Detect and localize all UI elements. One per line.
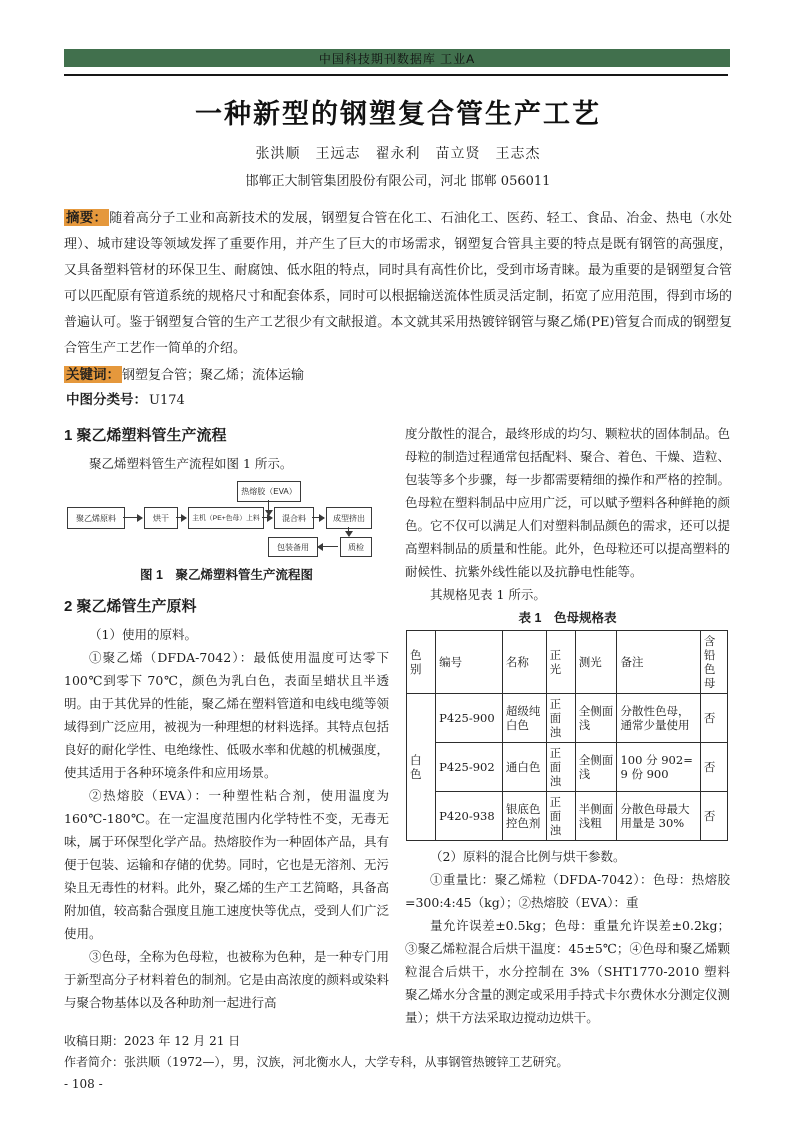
abstract-label: 摘要： [66, 210, 108, 225]
table-header-cell: 含铅色母 [700, 631, 727, 694]
table-header-cell: 名称 [502, 631, 546, 694]
footer-received-date: 收稿日期：2023 年 12 月 21 日 [64, 1034, 241, 1048]
flow-node-drying: 烘干 [144, 507, 178, 529]
flow-node-feeding: 主机（PE+色母）上料 [188, 507, 264, 529]
page-content [64, 86, 732, 1040]
table-row [407, 743, 728, 792]
affiliation-line: 邯郸正大制管集团股份有限公司，河北 邯郸 056011 [245, 174, 551, 189]
table-cell: 全侧面浅 [575, 743, 617, 792]
body-paragraph: 其规格见表 1 所示。 [430, 587, 546, 602]
figure1-caption: 图 1 聚乙烯塑料管生产流程图 [140, 568, 313, 582]
section1-intro: 聚乙烯塑料管生产流程如图 1 所示。 [89, 456, 293, 471]
authors-line: 张洪顺 王远志 翟永利 苗立贤 王志杰 [255, 146, 541, 162]
two-column-body [64, 422, 732, 1040]
flow-arrow-raw-to-dry [123, 517, 142, 518]
flow-arrow-eva-down [268, 500, 269, 515]
section-heading-2: 2 聚乙烯管生产原料 [64, 598, 197, 615]
table-cell: 否 [700, 694, 727, 743]
figure1-flowchart [64, 479, 389, 561]
flow-node-mixing: 混合料 [274, 507, 314, 529]
keywords-text: 钢塑复合管；聚乙烯；流体运输 [122, 368, 305, 383]
body-paragraph: ①聚乙烯（DFDA-7042）：最低使用温度可达零下100℃到零下 70℃，颜色为乳白色，表面呈蜡状且半透明。由于其优异的性能，聚乙烯在塑料管道和电线电缆等领域得到广泛应用，被视为一种理想的材料选择。其特点包括良好的耐化学性、电绝缘性、低吸水率和优越的机械强度，使其适用于各种环境条件和应用场景。 [64, 650, 390, 780]
body-paragraph: （1）使用的原料。 [89, 627, 197, 642]
abstract-text: 随着高分子工业和高新技术的发展，钢塑复合管在化工、石油化工、医药、轻工、食品、冶金、热电（水处理）、城市建设等领域发挥了重要作用，并产生了巨大的市场需求，钢塑复合管具主要的特点是既有钢管的高强度，又具备塑料管材的环保卫生、耐腐蚀、低水阻的特点，同时具有高性价比，受到市场青睐。最为重要的是钢塑复合管可以匹配原有管道系统的规格尺寸和配套体系，同时可以根据输送流体性质灵活定制，拓宽了应用范围，得到市场的普遍认可。鉴于钢塑复合管的生产工艺很少有文献报道。本文就其采用热镀锌钢管与聚乙烯(PE)管复合而成的钢塑复合管生产工艺作一简单的介绍。 [64, 211, 732, 356]
footer-author-bio: 作者简介：张洪顺（1972—），男，汉族，河北衡水人，大学专科，从事钢管热镀锌工艺研究。 [64, 1055, 569, 1069]
table-cell: 否 [700, 792, 727, 841]
table-header-cell: 备注 [617, 631, 700, 694]
table-header-cell: 色别 [407, 631, 436, 694]
header-rule [64, 74, 728, 76]
body-paragraph: ①重量比：聚乙烯粒（DFDA-7042）：色母：热熔胶=300:4:45（kg）；②热熔胶（EVA）：重 [405, 872, 730, 910]
flow-arrow-dry-to-feed [176, 517, 186, 518]
keywords-line [64, 363, 732, 387]
table-cell: 正面浊 [546, 694, 575, 743]
table-cell: 半侧面浅粗 [575, 792, 617, 841]
abstract-paragraph [64, 205, 732, 362]
clc-label: 中图分类号： [66, 392, 147, 407]
table-row [407, 792, 728, 841]
flow-arrow-extrude-to-inspect [348, 527, 349, 536]
flow-arrow-inspect-to-pack [318, 546, 338, 547]
table-cell: P425-900 [436, 694, 503, 743]
table-cell: 否 [700, 743, 727, 792]
flow-arrow-mix-to-extrude [312, 517, 324, 518]
flow-node-packaging: 包装备用 [268, 537, 318, 557]
table-row [407, 694, 728, 743]
section-heading-1: 1 聚乙烯塑料管生产流程 [64, 427, 227, 444]
meta-block [64, 205, 732, 412]
clc-value: U174 [149, 393, 185, 408]
body-paragraph: 度分散性的混合，最终形成的均匀、颗粒状的固体制品。色母粒的制造过程通常包括配料、聚合、着色、干燥、造粒、包装等多个步骤，每一步都需要精细的操作和严格的控制。色母粒在塑料制品中应用广泛，可以赋予塑料各种鲜艳的颜色。它不仅可以满足人们对塑料制品颜色的需求，还可以提高塑料制品的质量和性能。此外，色母粒还可以提高塑料的耐候性、抗紫外线性能以及抗静电性能等。 [405, 426, 731, 579]
keywords-label: 关键词： [66, 367, 120, 382]
table-header-cell: 测光 [575, 631, 617, 694]
table-cell: 通白色 [502, 743, 546, 792]
body-paragraph: ②热熔胶（EVA）：一种塑性粘合剂，使用温度为160℃-180℃。在一定温度范围内化学特性不变，无毒无味，属于环保型化学产品。热熔胶作为一种固体产品，具有便于包装、运输和存储的优势。同时，它也是无溶剂、无污染且无毒性的材料。此外，聚乙烯的生产工艺简略，具备高附加值，较高黏合强度且施工速度快等优点，受到人们广泛使用。 [64, 788, 390, 941]
table-cell: 100 分 902=9 份 900 [617, 743, 700, 792]
flow-arrow-feed-to-mix [262, 517, 272, 518]
table-header-cell: 正光 [546, 631, 575, 694]
header-database-title: 中国科技期刊数据库 工业A [318, 51, 476, 66]
table-cell-group: 白色 [407, 694, 436, 841]
body-paragraph: （2）原料的混合比例与烘干参数。 [430, 849, 626, 864]
footnote-block [64, 1031, 732, 1095]
flow-node-raw-material: 聚乙烯原料 [67, 507, 125, 529]
flow-node-eva: 热熔胶（EVA） [237, 481, 301, 502]
flow-node-inspection: 质检 [340, 537, 372, 557]
table1-caption: 表 1 色母规格表 [518, 611, 617, 625]
table-header-row [407, 631, 728, 694]
header-band [64, 49, 730, 67]
right-column [405, 422, 730, 1040]
table-cell: 全侧面浅 [575, 694, 617, 743]
table-header-cell: 编号 [436, 631, 503, 694]
table-cell: 超级纯白色 [502, 694, 546, 743]
table-cell: 分散色母最大用量是 30% [617, 792, 700, 841]
page-number: - 108 - [64, 1077, 103, 1091]
clc-line [64, 388, 732, 412]
body-paragraph: 量允许误差±0.5kg；色母：重量允许误差±0.2kg；③聚乙烯粒混合后烘干温度：45±5℃；④色母和聚乙烯颗粒混合后烘干，水分控制在 3%（SHT1770-2010 塑料 聚乙烯水分含量的测定或采用手持式卡尔费休水分测定仪测量）；烘干方法采取边搅动边烘干。 [405, 918, 731, 1025]
left-column [64, 422, 389, 1040]
table-cell: P420-938 [436, 792, 503, 841]
table-cell: 正面浊 [546, 792, 575, 841]
table-cell: 分散性色母，通常少量使用 [617, 694, 700, 743]
table-cell: 银底色控色剂 [502, 792, 546, 841]
table-cell: 正面浊 [546, 743, 575, 792]
table-cell: P425-902 [436, 743, 503, 792]
spec-table [406, 630, 728, 841]
page-title: 一种新型的钢塑复合管生产工艺 [195, 99, 601, 129]
flow-node-extrusion: 成型挤出 [326, 507, 372, 529]
body-paragraph: ③色母，全称为色母粒，也被称为色种，是一种专门用于新型高分子材料着色的制剂。它是由高浓度的颜料或染料与聚合物基体以及各种助剂一起进行高 [64, 949, 390, 1010]
